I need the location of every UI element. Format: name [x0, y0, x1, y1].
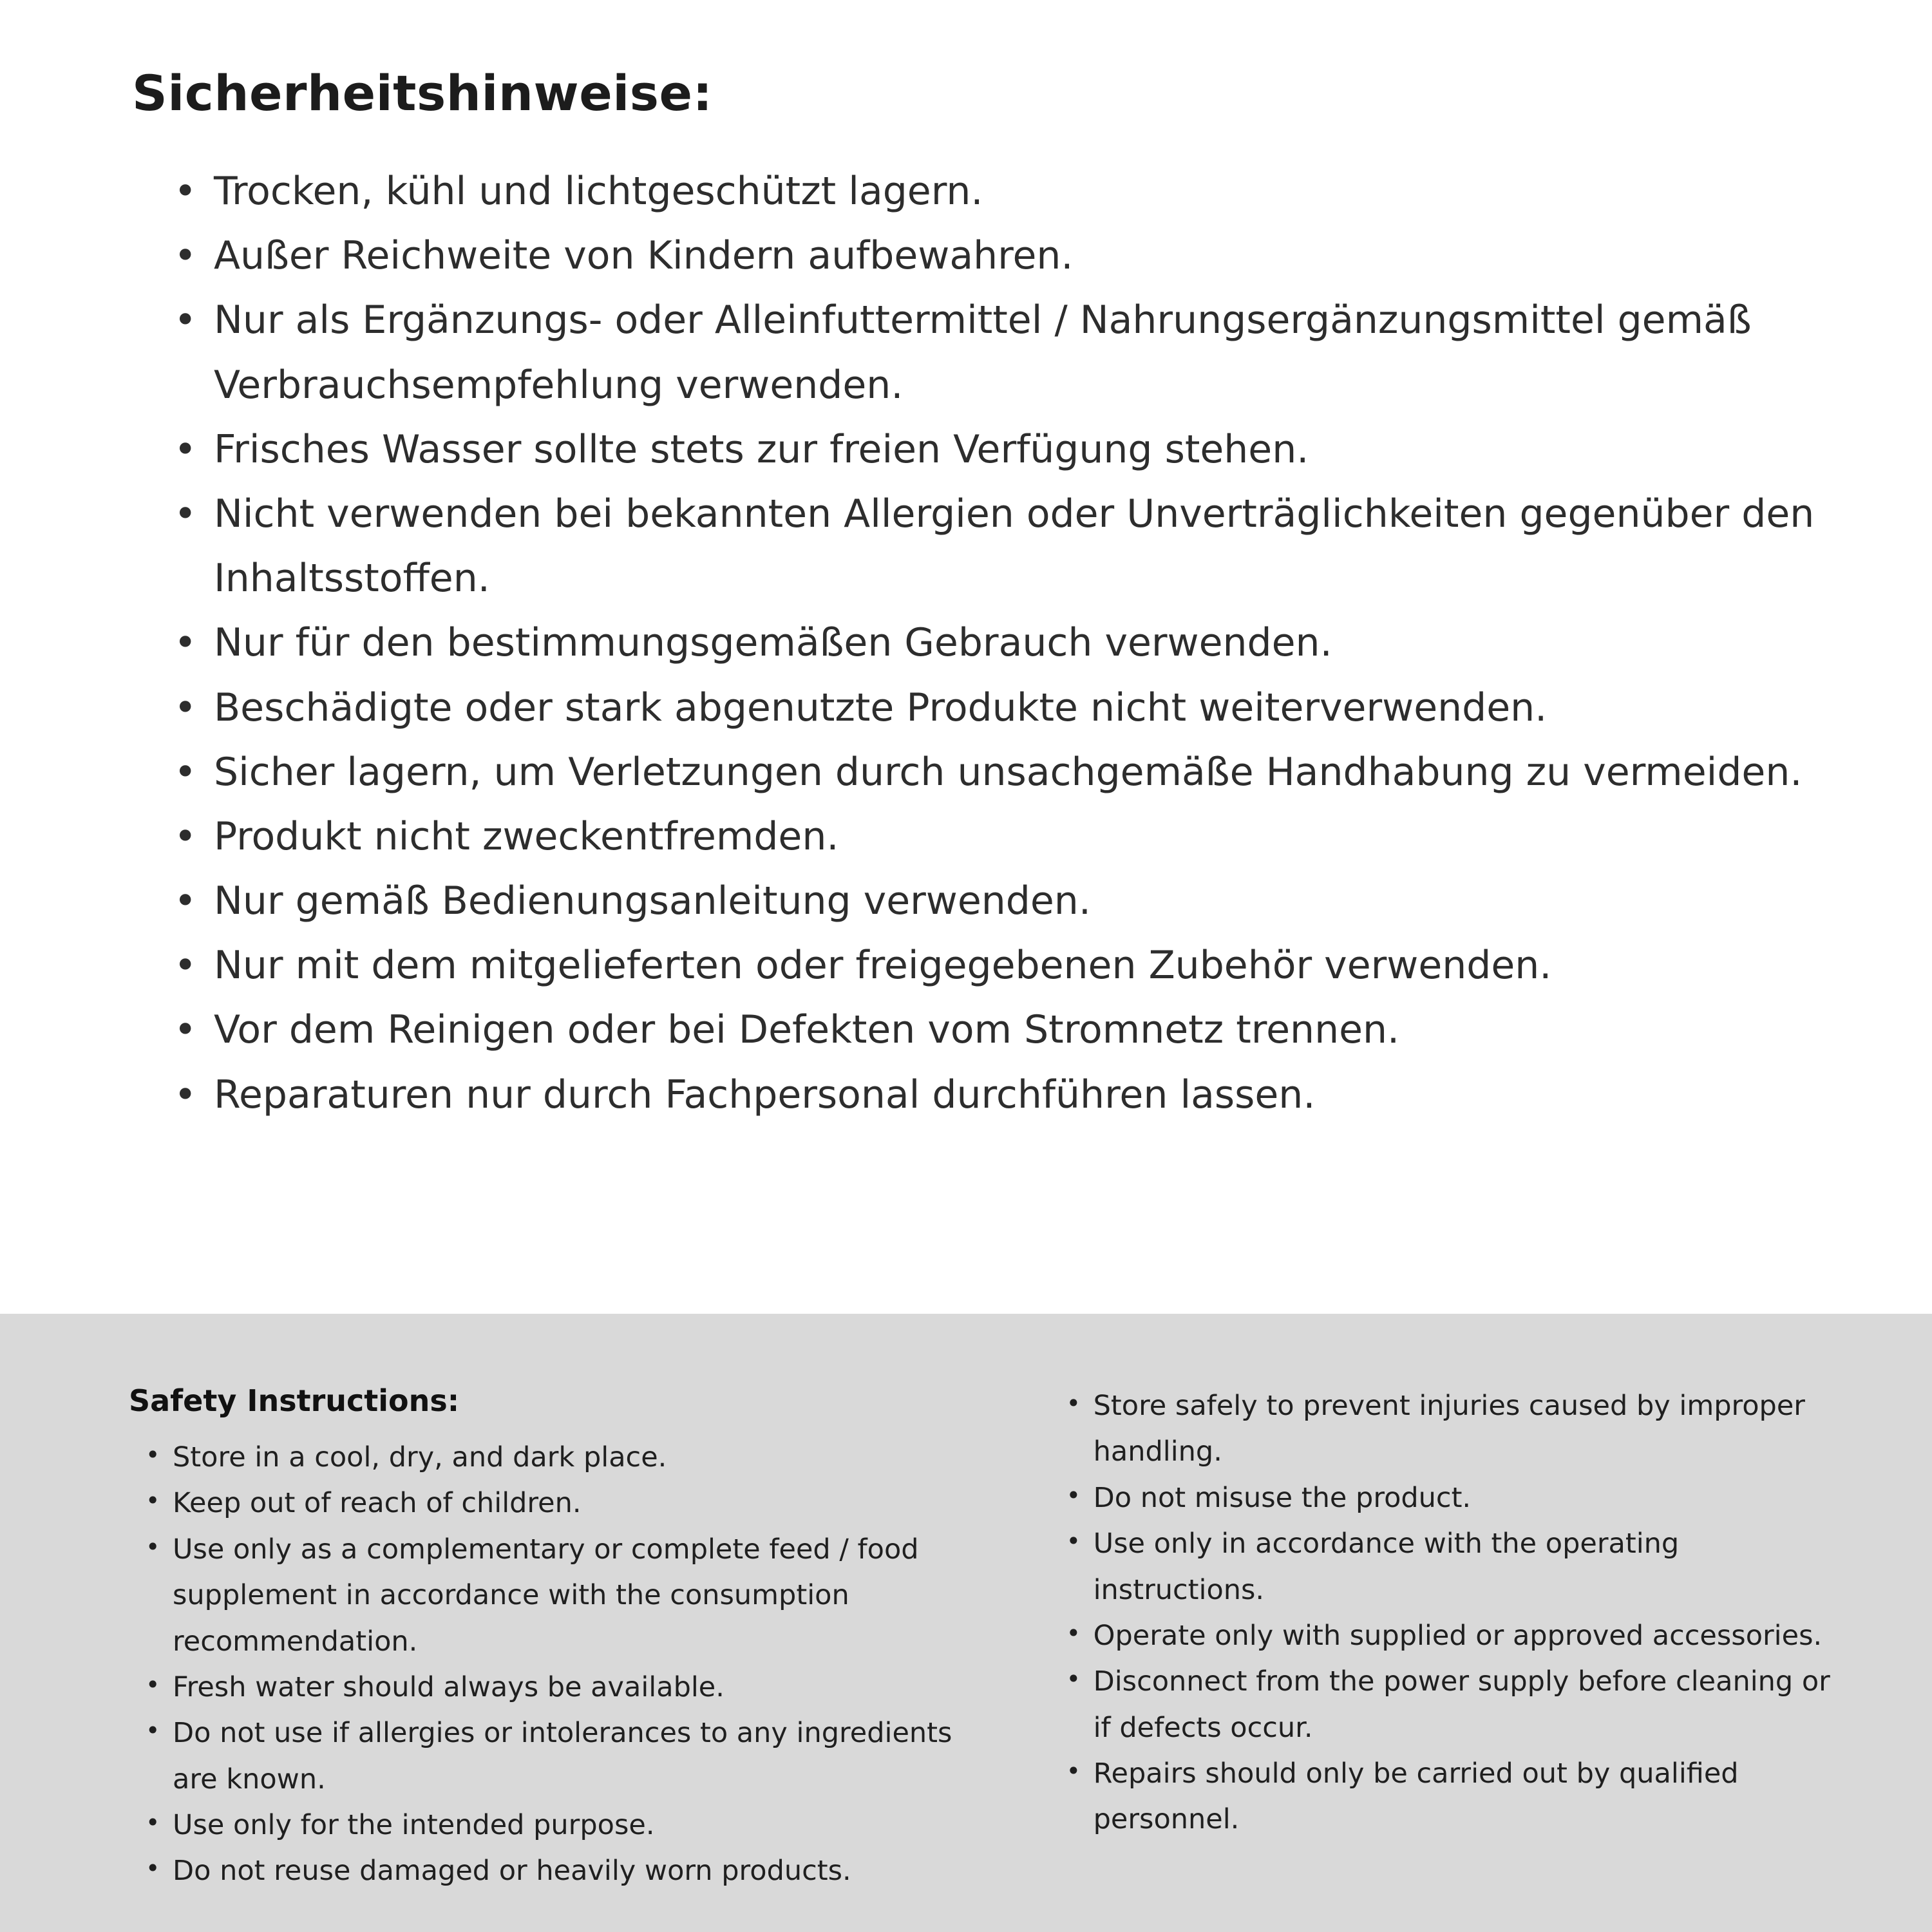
english-section-title: Safety Instructions: — [129, 1383, 460, 1418]
english-safety-item: • Store safely to prevent injuries caused by improper handling. — [1066, 1383, 1835, 1475]
english-safety-item: • Use only as a complementary or complete feed / food supplement in accordance with the consumption recommendation. — [146, 1527, 979, 1665]
german-safety-item: • Frisches Wasser sollte stets zur freien Verfügung stehen. — [174, 417, 1829, 482]
german-safety-item: • Vor dem Reinigen oder bei Defekten vom Stromnetz trennen. — [174, 998, 1829, 1062]
german-safety-item: • Nur mit dem mitgelieferten oder freigegebenen Zubehör verwenden. — [174, 933, 1829, 998]
german-safety-item: • Sicher lagern, um Verletzungen durch unsachgemäße Handhabung zu vermeiden. — [174, 740, 1829, 804]
german-safety-item: • Nur als Ergänzungs- oder Alleinfuttermittel / Nahrungsergänzungsmittel gemäß Verbrauchsempfehlung verwenden. — [174, 288, 1829, 417]
german-safety-item: • Nur gemäß Bedienungsanleitung verwenden. — [174, 869, 1829, 933]
english-safety-item: • Keep out of reach of children. — [146, 1481, 979, 1526]
english-right-column — [1050, 1383, 1835, 1893]
german-safety-item: • Reparaturen nur durch Fachpersonal durchführen lassen. — [174, 1063, 1829, 1127]
english-safety-item: • Do not misuse the product. — [1066, 1475, 1835, 1521]
english-left-column — [129, 1383, 979, 1893]
english-safety-item: • Use only for the intended purpose. — [146, 1803, 979, 1848]
german-section-title: Sicherheitshinweise: — [132, 64, 713, 122]
english-safety-item: • Disconnect from the power supply before cleaning or if defects occur. — [1066, 1659, 1835, 1751]
german-safety-item: • Nicht verwenden bei bekannten Allergien oder Unverträglichkeiten gegenüber den Inhaltsstoffen. — [174, 482, 1829, 611]
english-safety-item: • Repairs should only be carried out by qualified personnel. — [1066, 1751, 1835, 1843]
english-safety-list-right — [1050, 1383, 1835, 1843]
english-safety-item: • Fresh water should always be available. — [146, 1665, 979, 1710]
english-safety-item: • Use only in accordance with the operating instructions. — [1066, 1521, 1835, 1613]
english-safety-item: • Operate only with supplied or approved accessories. — [1066, 1613, 1835, 1659]
english-safety-list-left — [129, 1435, 979, 1895]
german-safety-item: • Trocken, kühl und lichtgeschützt lagern. — [174, 159, 1829, 223]
german-safety-list — [132, 159, 1829, 1127]
english-safety-item: • Do not reuse damaged or heavily worn products. — [146, 1848, 979, 1894]
english-safety-item: • Do not use if allergies or intolerances to any ingredients are known. — [146, 1710, 979, 1803]
german-safety-item: • Produkt nicht zweckentfremden. — [174, 804, 1829, 869]
german-safety-item: • Außer Reichweite von Kindern aufbewahren. — [174, 223, 1829, 288]
german-safety-item: • Beschädigte oder stark abgenutzte Produkte nicht weiterverwenden. — [174, 676, 1829, 740]
german-safety-item: • Nur für den bestimmungsgemäßen Gebrauch verwenden. — [174, 611, 1829, 675]
english-safety-item: • Store in a cool, dry, and dark place. — [146, 1435, 979, 1481]
english-safety-section — [0, 1314, 1932, 1932]
